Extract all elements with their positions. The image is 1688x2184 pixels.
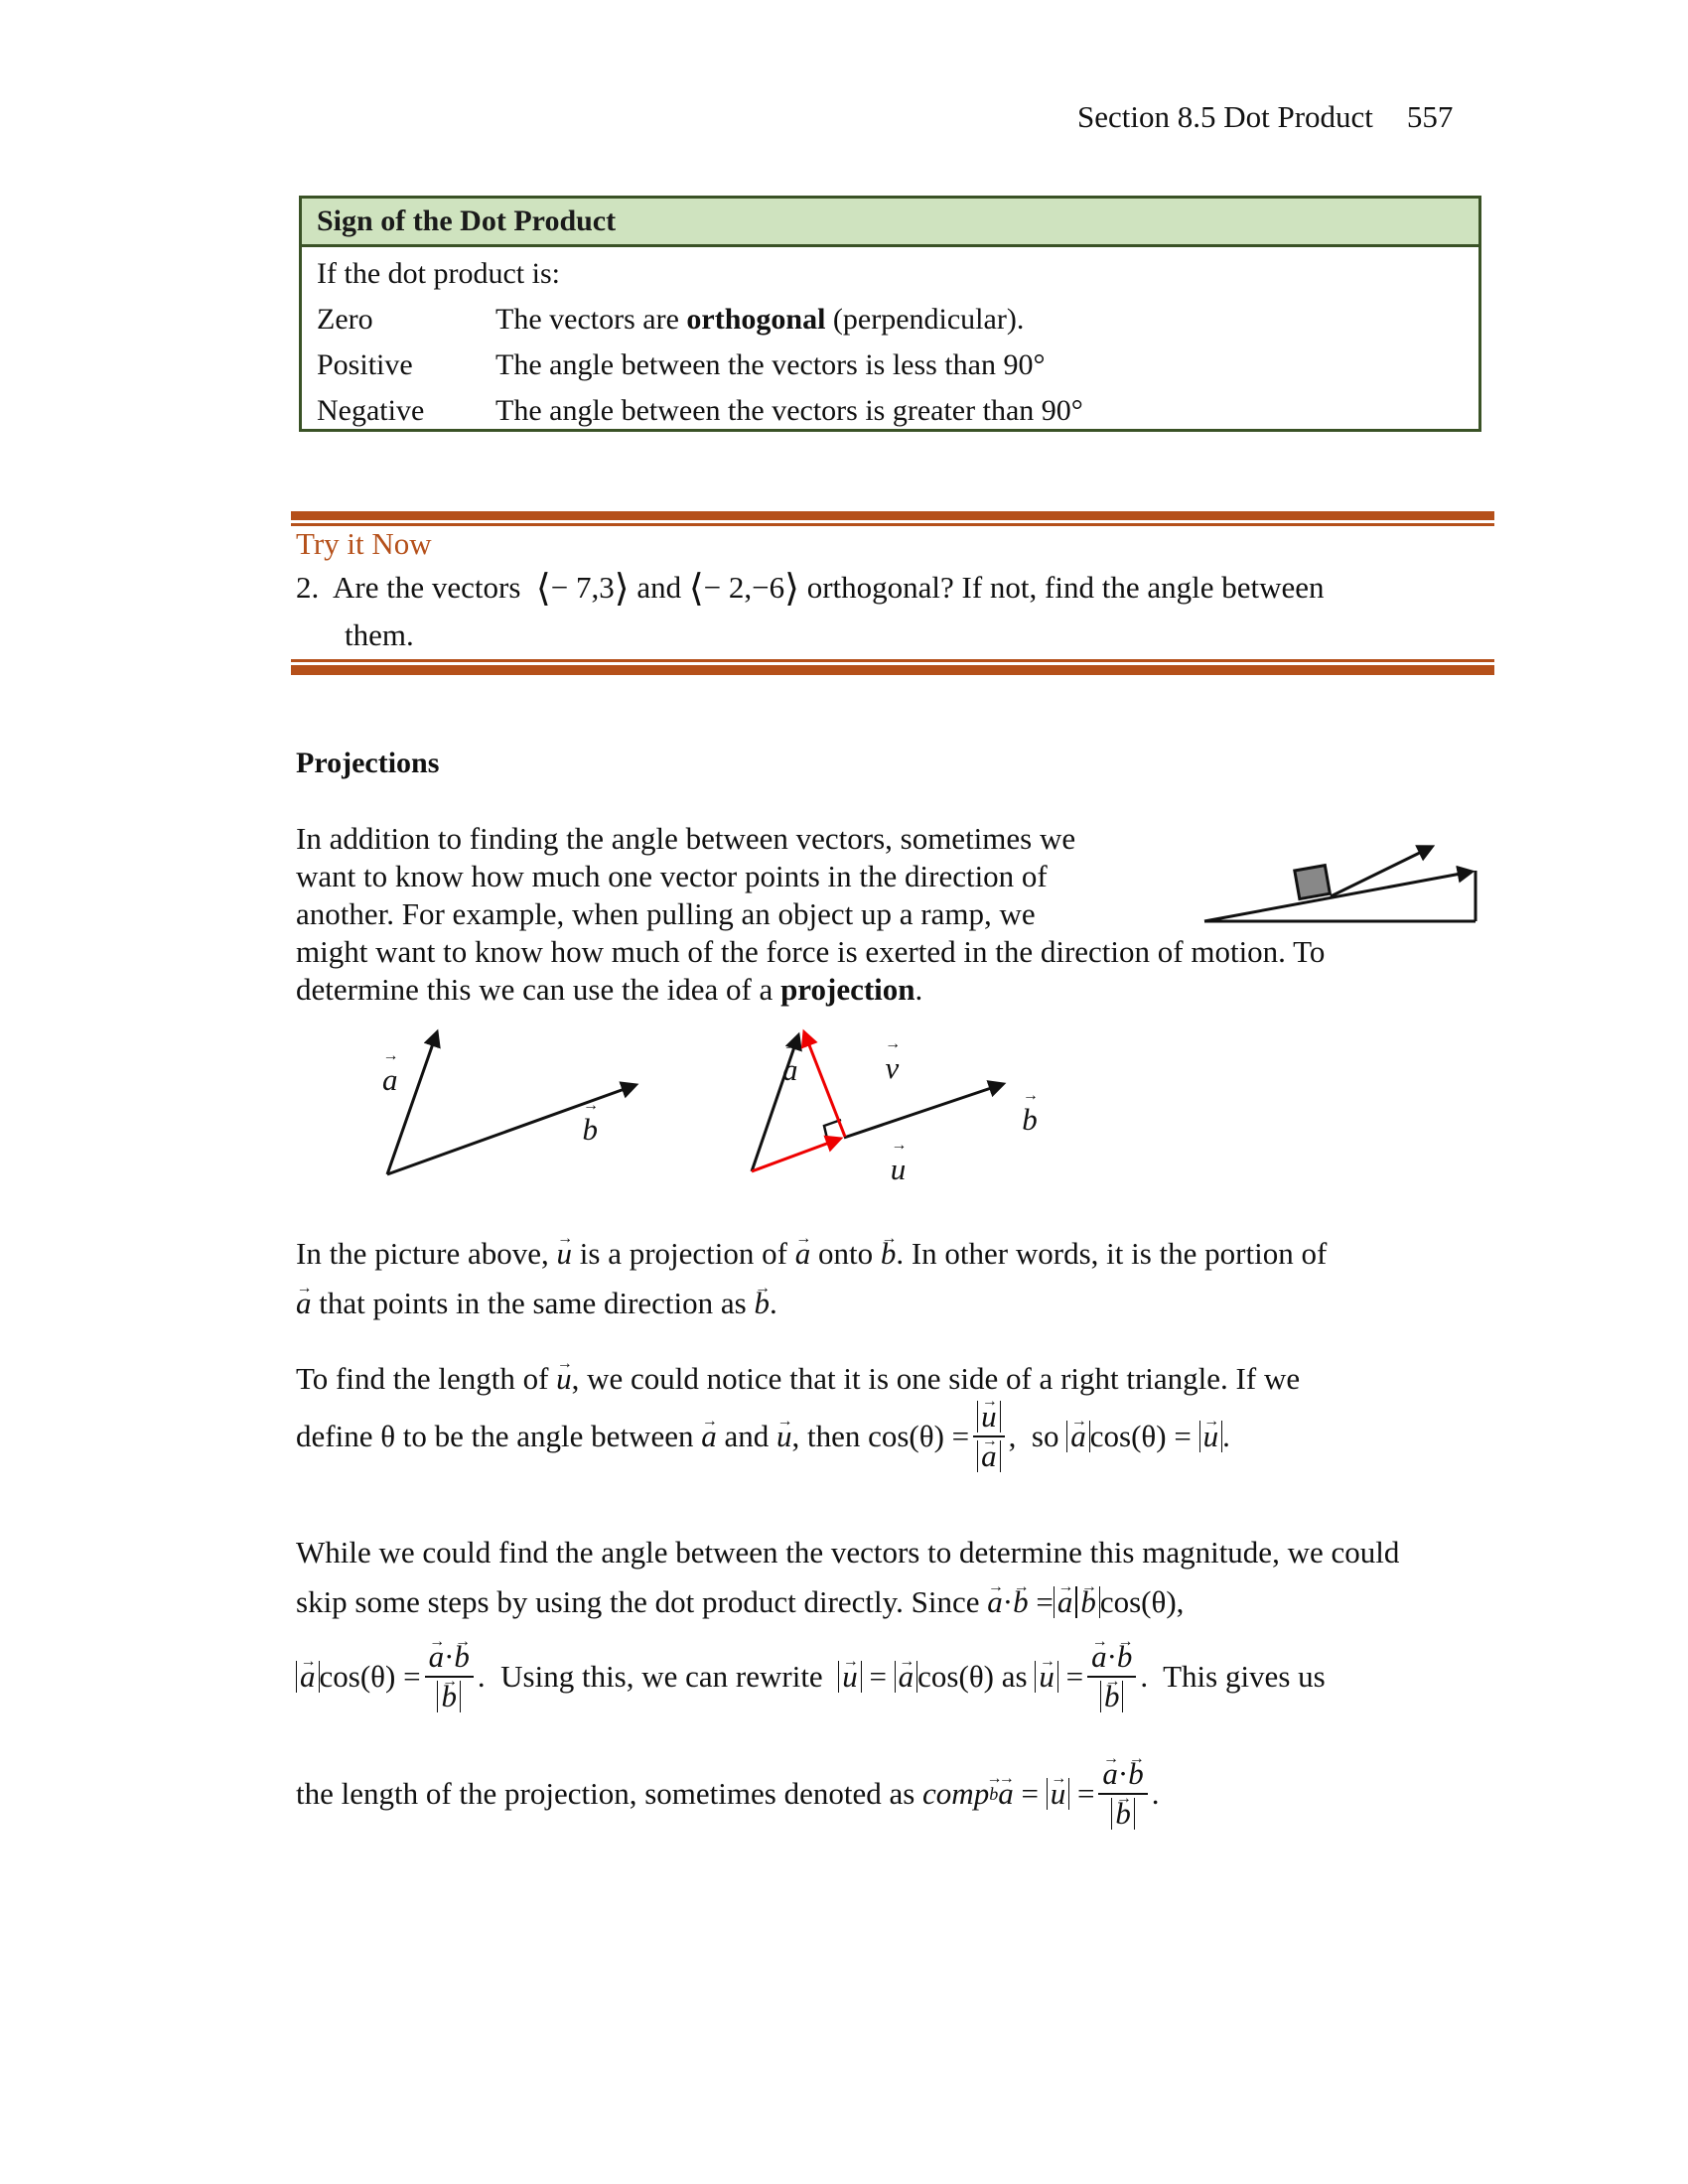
cos-theta: cos(θ) [319,1659,396,1694]
try-it-now-title: Try it Now [296,526,432,561]
angle-bracket-right-icon: ⟩ [614,568,630,610]
text: skip some steps by using the dot product directly. Since [296,1584,988,1619]
cos-theta: cos(θ) [917,1659,994,1694]
box-intro [317,251,1464,297]
vector-b: → b [1115,1798,1131,1830]
comp-notation: comp [922,1776,990,1811]
text: cos(θ) = [1089,1419,1192,1453]
text: and [716,1419,776,1453]
question-number: 2. [296,570,320,605]
label-vector-a: → a [382,1062,398,1098]
text: , [1176,1584,1185,1619]
vector-u: → u [1051,1778,1066,1810]
vector-a: → a [1102,1757,1118,1791]
vector-b: → b [1128,1757,1144,1791]
intro-line-2: want to know how much one vector points in the direction of [296,859,1048,893]
text: is a projection of [572,1236,795,1271]
box-row-positive [317,342,1464,388]
case-label: Negative [317,394,425,427]
try-it-question-cont: them. [345,617,414,652]
fraction-adotb-over-b [425,1640,474,1713]
vector-b: → b [754,1285,770,1322]
para-projection-def-line1 [296,1235,1327,1273]
intro-line-3: another. For example, when pulling an object up a ramp, we [296,896,1036,931]
case-label: Positive [317,348,413,381]
desc-text: The vectors are [495,303,687,336]
term-projection: projection [780,972,915,1007]
vector-a: → a [1057,1586,1073,1618]
vector-u: → u [556,1360,572,1398]
ramp-figure [1182,824,1479,933]
vector-b: → b [454,1640,470,1674]
cos-theta: cos(θ) [1099,1584,1177,1619]
equals: = [1021,1776,1039,1811]
vector-one: − 7,3 [550,570,615,605]
case-description [495,297,1024,342]
fraction-adotb-over-b [1087,1640,1136,1713]
vector-b: → b [881,1235,897,1273]
label-vector-v: → v [886,1050,900,1086]
vector-a: → a [981,1440,997,1472]
vector-a: → a [701,1418,717,1455]
text: , so [1008,1419,1067,1453]
question-text: and [636,570,682,605]
vector-a: → a [899,1661,914,1693]
section-heading-projections: Projections [296,747,440,779]
text: . This gives us [1140,1659,1326,1694]
page-number: 557 [1406,99,1454,134]
text: , then cos(θ) = [791,1419,970,1453]
vector-a: → a [987,1583,1003,1621]
equals: = [1065,1659,1084,1694]
para-dot-line4 [296,1757,1160,1831]
text: In the picture above, [296,1236,557,1271]
equals: = [1076,1776,1095,1811]
text: . [1151,1776,1160,1811]
sign-of-dot-product-box [299,196,1481,432]
running-header [1077,99,1453,135]
dot-operator: · [444,1639,455,1674]
try-it-top-bar-thick [291,511,1494,520]
angle-bracket-left-icon: ⟨ [535,568,551,610]
vector-b: → b [1117,1640,1133,1674]
question-text: Are the vectors [333,570,521,605]
vector-u: → u [842,1661,858,1693]
text: To find the length of [296,1361,557,1396]
para-dot-line1: While we could find the angle between the vectors to determine this magnitude, we could [296,1535,1400,1570]
vector-b: → b [1013,1583,1029,1621]
equals: = [869,1659,887,1694]
vector-b: → b [1104,1681,1120,1712]
text: . [1222,1419,1230,1453]
vector-b: → b [441,1681,457,1712]
vector-a: → a [429,1640,445,1674]
para-length-line2 [296,1400,1230,1473]
vector-u: → u [981,1401,997,1433]
vector-two: − 2,−6 [703,570,785,605]
angle-bracket-left-icon: ⟨ [688,568,704,610]
text: . [769,1286,777,1320]
question-text: orthogonal? If not, find the angle between [806,570,1325,605]
case-description: The angle between the vectors is greater than 90° [495,394,1083,427]
text: . In other words, it is the portion of [896,1236,1328,1271]
case-label: Zero [317,303,373,336]
try-it-question [296,566,1325,611]
text: , we could notice that it is one side of a right triangle. If we [571,1361,1301,1396]
try-it-bottom-bar-thin [291,659,1494,662]
label-vector-a: → a [782,1052,798,1088]
vector-u: → u [557,1235,573,1273]
text: define θ to be the angle between [296,1419,694,1453]
intro-line-1: In addition to finding the angle between vectors, sometimes we [296,821,1076,856]
text: . [914,972,923,1007]
subscript-b: → b [989,1775,998,1813]
para-dot-line3 [296,1640,1326,1713]
angle-bracket-right-icon: ⟩ [784,568,799,610]
intro-text: If the dot product is: [317,257,560,290]
equals: = [403,1659,421,1694]
try-it-top-bar-thin [291,523,1494,526]
label-vector-u: → u [891,1152,907,1187]
para-dot-line2 [296,1583,1184,1621]
text: determine this we can use the idea of a [296,972,781,1007]
vector-u: → u [1039,1661,1055,1693]
text: . Using this, we can rewrite [477,1659,831,1694]
vector-a: → a [998,1775,1014,1813]
projection-figures [357,1003,1033,1211]
desc-bold: orthogonal [686,303,826,336]
text: the length of the projection, sometimes denoted as [296,1776,923,1811]
desc-text: (perpendicular). [825,303,1025,336]
dot-operator: · [1106,1639,1117,1674]
vector-a: → a [795,1235,811,1273]
vector-a: → a [1070,1421,1086,1452]
equals: = [1036,1584,1054,1619]
para-projection-def-line2 [296,1285,777,1322]
box-row-negative [317,388,1464,434]
dot-operator: · [1117,1756,1129,1791]
vector-a: → a [300,1661,316,1693]
text: as [994,1659,1036,1694]
para-length-line1 [296,1360,1300,1398]
text: that points in the same direction as [311,1286,755,1320]
fraction-u-over-a [973,1400,1005,1473]
fraction-adotb-over-b [1098,1757,1147,1831]
section-title: Section 8.5 Dot Product [1077,99,1373,134]
intro-line-4: might want to know how much of the force is exerted in the direction of motion. To [296,934,1326,969]
box-row-zero [317,297,1464,342]
vector-a: → a [296,1285,312,1322]
try-it-bottom-bar-thick [291,665,1494,675]
label-vector-b: → b [583,1112,599,1148]
text: onto [810,1236,881,1271]
label-vector-b: → b [1022,1102,1038,1138]
vector-u: → u [1203,1421,1219,1452]
vector-b: → b [1080,1586,1096,1618]
vector-u: → u [776,1418,792,1455]
vector-a: → a [1091,1640,1107,1674]
case-description: The angle between the vectors is less than 90° [495,348,1046,381]
box-title: Sign of the Dot Product [302,199,1478,247]
dot-operator: · [1002,1584,1014,1619]
